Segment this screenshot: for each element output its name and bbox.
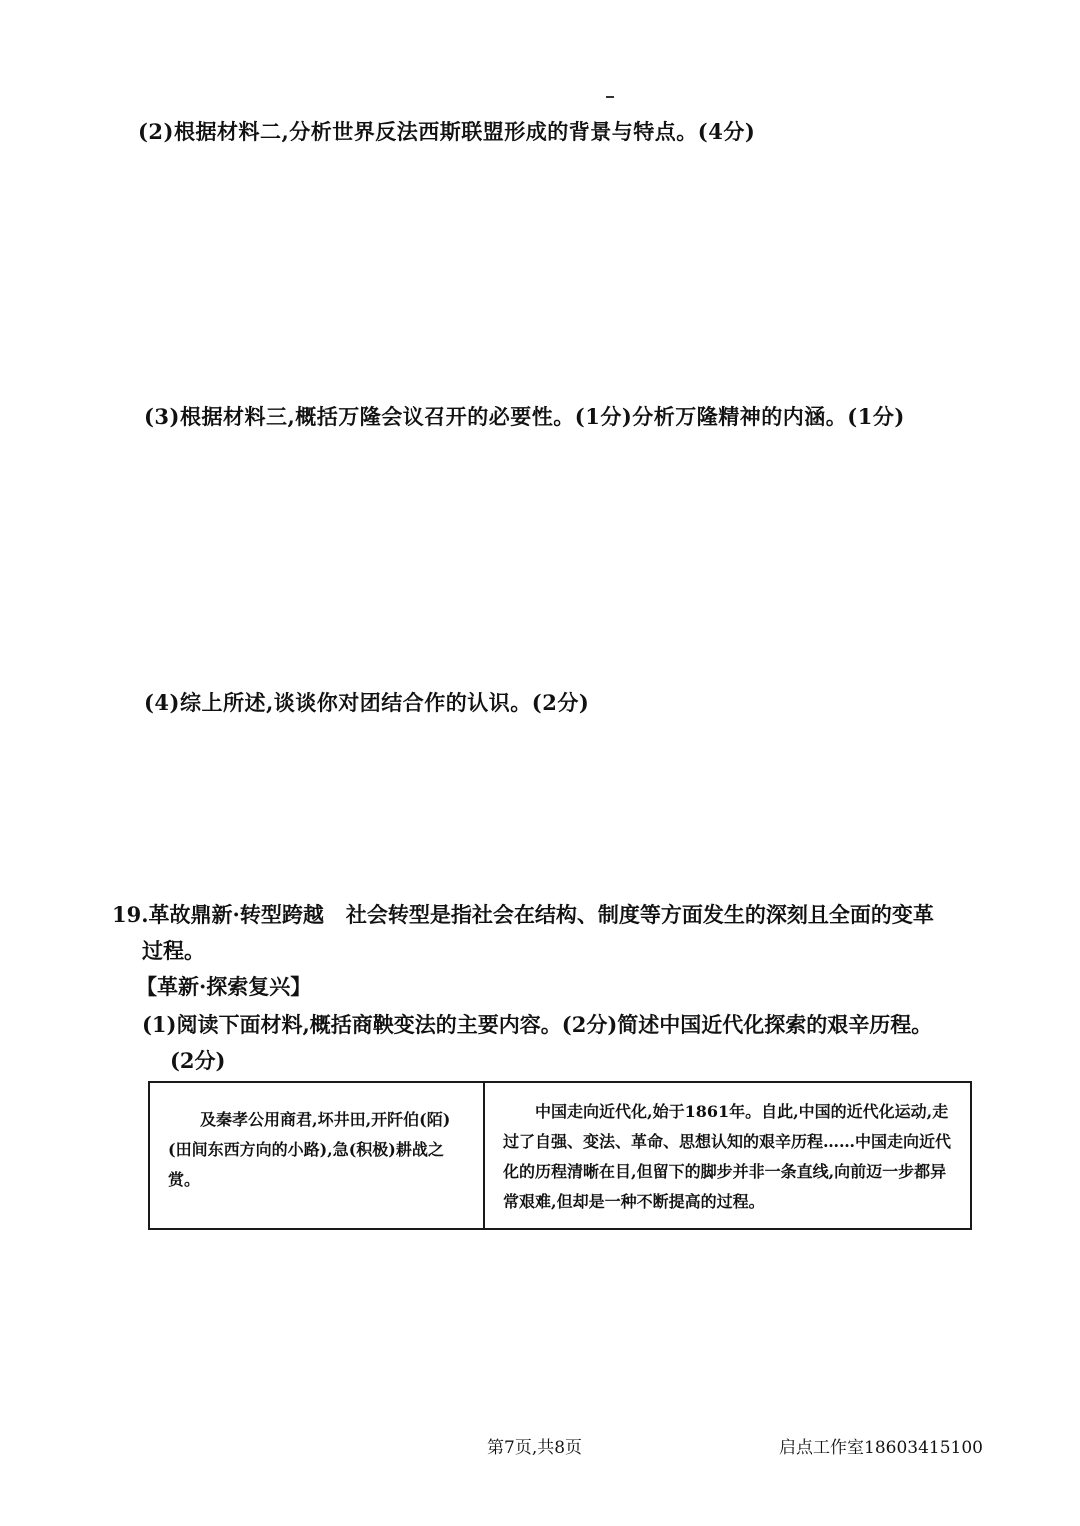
footer-page-number: 第7页,共8页: [487, 1438, 583, 1458]
question-2: (2)根据材料二,分析世界反法西斯联盟形成的背景与特点。(4分): [138, 119, 756, 144]
material-left-cell: 及秦孝公用商君,坏井田,开阡伯(陌)(田间东西方向的小路),急(积极)耕战之赏。: [150, 1083, 485, 1228]
footer-studio: 启点工作室18603415100: [779, 1438, 983, 1458]
q19-title: 革故鼎新·转型跨越: [148, 902, 324, 927]
q19-intro-line1: 社会转型是指社会在结构、制度等方面发生的深刻且全面的变革: [345, 902, 934, 927]
material-table: [148, 1081, 972, 1230]
material-right-cell: 中国走向近代化,始于1861年。自此,中国的近代化运动,走过了自强、变法、革命、思想认知的艰辛历程……中国走向近代化的历程清晰在目,但留下的脚步并非一条直线,向前迈一步都异常艰难,但却是一种不断提高的过程。: [503, 1102, 952, 1211]
q19-line1: [112, 897, 934, 933]
q19-sub1-line1: (1)阅读下面材料,概括商鞅变法的主要内容。(2分)简述中国近代化探索的艰辛历程。: [142, 1012, 933, 1037]
q19-section-title: 【革新·探索复兴】: [136, 974, 312, 999]
q19-intro-line2: 过程。: [142, 938, 205, 963]
q19-number: 19.: [112, 902, 149, 927]
question-3: (3)根据材料三,概括万隆会议召开的必要性。(1分)分析万隆精神的内涵。(1分): [144, 404, 905, 429]
scan-mark-top: [606, 96, 614, 98]
question-4: (4)综上所述,谈谈你对团结合作的认识。(2分): [144, 690, 590, 715]
q19-sub1-line2: (2分): [170, 1048, 226, 1073]
